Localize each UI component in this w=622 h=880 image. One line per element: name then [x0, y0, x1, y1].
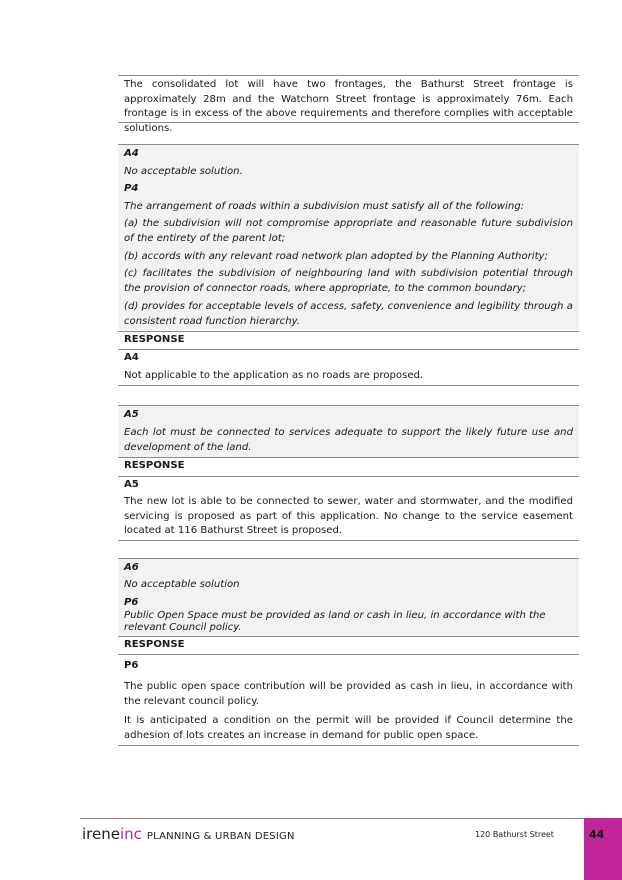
frontage-block	[118, 75, 579, 134]
divider	[118, 144, 579, 145]
logo-tagline: PLANNING & URBAN DESIGN	[146, 831, 295, 842]
divider	[118, 476, 579, 477]
a5-text: Each lot must be connected to services adequate to support the likely future use and development of the land.	[124, 427, 573, 453]
divider	[118, 745, 579, 746]
divider	[118, 457, 579, 458]
logo-inc: inc	[119, 825, 142, 843]
p6-text: Public Open Space must be provided as land or cash in lieu, in accordance with the relevant Council policy.	[124, 610, 546, 633]
a5-label: A5	[124, 409, 139, 420]
p4-item-d: (d) provides for acceptable levels of access, safety, convenience and legibility through a consistent road function hierarchy.	[124, 301, 573, 327]
frontage-text: The consolidated lot will have two frontages, the Bathurst Street frontage is approximately 28m and the Watchorn Street frontage is approximately 76m. Each frontage is in excess of the above requirements and therefore complies with acceptable solutions.	[124, 79, 573, 134]
divider	[118, 405, 579, 406]
p4-item-a: (a) the subdivision will not compromise appropriate and reasonable future subdivision of the entirety of the parent lot;	[124, 218, 573, 244]
page-number-box	[584, 818, 622, 880]
roads-block	[118, 144, 579, 386]
response-text: The new lot is able to be connected to sewer, water and stormwater, and the modified servicing is proposed as part of this application. No change to the service easement located at 116 Bathurst Street is proposed.	[124, 496, 573, 536]
divider	[118, 331, 579, 332]
divider	[118, 540, 579, 541]
response-label: A4	[124, 352, 139, 363]
divider	[118, 122, 579, 123]
p4-item-c: (c) facilitates the subdivision of neighbouring land with subdivision potential through the provision of connector roads, where appropriate, to the common boundary;	[124, 268, 573, 294]
company-logo	[82, 824, 295, 847]
response-heading: RESPONSE	[124, 334, 185, 345]
p6-label: P6	[124, 597, 139, 608]
divider	[118, 636, 579, 637]
response-text-2: It is anticipated a condition on the permit will be provided if Council determine the adhesion of lots creates an increase in demand for public open space.	[124, 715, 573, 741]
a4-label: A4	[124, 148, 139, 159]
response-text-1: The public open space contribution will be provided as cash in lieu, in accordance with the relevant council policy.	[124, 681, 573, 707]
logo-irene: irene	[82, 825, 120, 843]
divider	[118, 385, 579, 386]
p4-label: P4	[124, 183, 139, 194]
a6-text: No acceptable solution	[124, 579, 240, 590]
footer-address: 120 Bathurst Street	[475, 830, 554, 839]
page-number: 44	[589, 828, 605, 841]
response-text: Not applicable to the application as no roads are proposed.	[124, 370, 424, 381]
divider	[118, 558, 579, 559]
response-heading: RESPONSE	[124, 460, 185, 471]
response-label: P6	[124, 660, 139, 671]
divider	[118, 654, 579, 655]
a4-text: No acceptable solution.	[124, 166, 243, 177]
response-heading: RESPONSE	[124, 639, 185, 650]
a6-label: A6	[124, 562, 139, 573]
divider	[118, 75, 579, 76]
p4-item-b: (b) accords with any relevant road network plan adopted by the Planning Authority;	[124, 251, 548, 262]
open-space-block	[118, 558, 579, 748]
divider	[118, 349, 579, 350]
services-block	[118, 405, 579, 541]
footer-divider	[80, 818, 584, 819]
response-label: A5	[124, 479, 139, 490]
p4-intro: The arrangement of roads within a subdivision must satisfy all of the following:	[124, 201, 525, 212]
